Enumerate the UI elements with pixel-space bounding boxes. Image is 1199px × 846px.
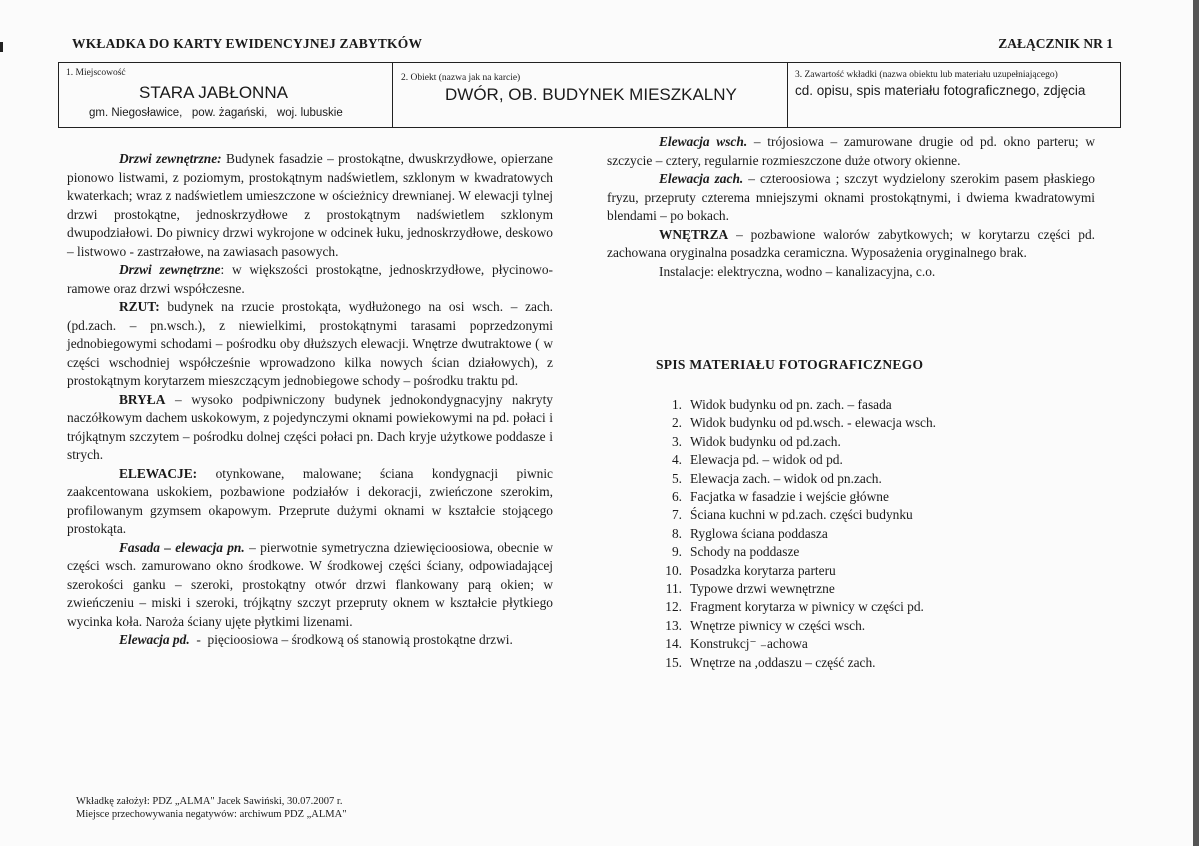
- photo-list-number: 7.: [671, 507, 682, 523]
- photo-list-number: 5.: [671, 470, 682, 486]
- form-title: WKŁADKA DO KARTY EWIDENCYJNEJ ZABYTKÓW: [72, 36, 423, 51]
- photo-list: [650, 396, 936, 672]
- photo-list-item: [650, 617, 936, 635]
- paragraph-massing: BRYŁA – wysoko podpiwniczony budynek jednokondygnacyjny nakryty naczółkowym dachem uskokowym, z pojedynczymi oknami powiekowymi na pd. połaci i trójkątnym szczytem – pośrodku dolnej części połaci pn. Dach kryje użytkowe poddasze i strych.: [67, 391, 553, 462]
- photo-list-text: Konstrukcj⁻ ₋achowa: [690, 636, 808, 652]
- field-content: [788, 63, 1120, 127]
- scan-mark: [0, 42, 3, 52]
- paragraph-plan: RZUT: budynek na rzucie prostokąta, wydłużonego na osi wsch. – zach. (pd.zach. – pn.wsch.), z niewielkimi, prostokątnymi tarasami poprzedzonymi jednobiegowymi schodami – pośrodku oby dłuższych elewacji. Wnętrze dwutraktowe ( w części wschodniej współcześnie wprowadzono kilka nowych ścian działowych), z prostokątnym korytarzem mieszczącym jednobiegowe schody – pośrodku traktu pd.: [67, 299, 553, 388]
- photo-list-item: [650, 580, 936, 598]
- field-locality: [59, 63, 393, 127]
- photo-list-number: 9.: [671, 544, 682, 560]
- photo-list-item: [650, 396, 936, 414]
- photo-list-item: [650, 635, 936, 653]
- footer-archive: Miejsce przechowywania negatywów: archiwum PDZ „ALMA": [76, 809, 347, 820]
- photo-list-item: [650, 562, 936, 580]
- paragraph-east-elevation: Elewacja wsch. – trójosiowa – zamurowane drugie od pd. okno parteru; w szczycie – cztery, regularnie rozmieszczone duże otwory okienne.: [607, 134, 1095, 168]
- field-object-label: 2. Obiekt (nazwa jak na karcie): [401, 73, 521, 83]
- photo-list-number: 12.: [665, 599, 682, 615]
- photo-list-text: Ryglowa ściana poddasza: [690, 525, 828, 541]
- photo-list-text: Typowe drzwi wewnętrzne: [690, 581, 835, 597]
- photo-list-item: [650, 598, 936, 616]
- photo-list-item: [650, 451, 936, 469]
- photo-list-text: Elewacja zach. – widok od pn.zach.: [690, 470, 882, 486]
- photo-list-text: Fragment korytarza w piwnicy w części pd.: [690, 599, 924, 615]
- field-content-value: cd. opisu, spis materiału fotograficznego, zdjęcia: [795, 83, 1086, 98]
- photo-list-title: SPIS MATERIAŁU FOTOGRAFICZNEGO: [656, 357, 924, 372]
- photo-list-item: [650, 543, 936, 561]
- photo-list-text: Ściana kuchni w pd.zach. części budynku: [690, 507, 913, 523]
- description-left-column: [67, 150, 553, 650]
- photo-list-text: Elewacja pd. – widok od pd.: [690, 452, 843, 468]
- photo-list-text: Widok budynku od pd.zach.: [690, 433, 841, 449]
- header-fields: [58, 62, 1121, 128]
- photo-list-number: 2.: [671, 415, 682, 431]
- photo-list-item: [650, 488, 936, 506]
- photo-list-number: 3.: [671, 433, 682, 449]
- field-locality-label: 1. Miejscowość: [66, 68, 126, 78]
- photo-list-item: [650, 525, 936, 543]
- photo-list-number: 10.: [665, 562, 682, 578]
- photo-list-text: Schody na poddasze: [690, 544, 800, 560]
- field-locality-sub: gm. Niegosławice, pow. żagański, woj. lubuskie: [89, 107, 343, 119]
- footer: [76, 795, 347, 821]
- footer-author: Wkładkę założył: PDZ „ALMA" Jacek Sawiński, 30.07.2007 r.: [76, 796, 343, 807]
- photo-list-number: 8.: [671, 525, 682, 541]
- photo-list-item: [650, 433, 936, 451]
- photo-list-number: 13.: [665, 617, 682, 633]
- attachment-number: ZAŁĄCZNIK NR 1: [998, 36, 1113, 51]
- photo-list-item: [650, 414, 936, 432]
- field-object: [393, 63, 788, 127]
- photo-list-text: Wnętrze na ,oddaszu – część zach.: [690, 654, 876, 670]
- field-locality-value: STARA JABŁONNA: [139, 83, 288, 102]
- photo-list-number: 15.: [665, 654, 682, 670]
- paragraph-interiors: WNĘTRZA – pozbawione walorów zabytkowych; w korytarzu części pd. zachowana oryginalna posadzka ceramiczna. Wyposażenia oryginalnego brak.: [607, 226, 1095, 260]
- field-object-value: DWÓR, OB. BUDYNEK MIESZKALNY: [445, 85, 737, 104]
- paragraph-west-elevation: Elewacja zach. – czteroosiowa ; szczyt wydzielony szerokim pasem płaskiego fryzu, przepruty czterema mniejszymi oknami prostokątnymi, i dwiema kwadratowymi blendami – po bokach.: [607, 171, 1095, 223]
- photo-list-text: Wnętrze piwnicy w części wsch.: [690, 617, 866, 633]
- paragraph-doors-ext: Drzwi zewnętrzne: Budynek fasadzie – prostokątne, dwuskrzydłowe, opierzane pionowo listwami, z poziomym, prostokątnym nadświetlem, szklonym w kwadratowych kwaterkach; wraz z nadświetlem umieszczone w ościeżnicy drewnianej. W elewacji tylnej drzwi prostokątne, jednoskrzydłowe z prostokątnym nadświetlem szklonym dwupodziałowi. Do piwnicy drzwi wykrojone w odcinek łuku, jednoskrzydłowe, deskowo – listwowo - zastrzałowe, na zawiasach pasowych.: [67, 151, 553, 259]
- photo-list-item: [650, 506, 936, 524]
- photo-list-number: 6.: [671, 489, 682, 505]
- paragraph-installations: Instalacje: elektryczna, wodno – kanalizacyjna, c.o.: [659, 263, 936, 279]
- photo-list-item: [650, 654, 936, 672]
- photo-list-number: 14.: [665, 636, 682, 652]
- photo-list-number: 4.: [671, 452, 682, 468]
- photo-list-text: Widok budynku od pn. zach. – fasada: [690, 397, 892, 412]
- paragraph-elevations: ELEWACJE: otynkowane, malowane; ściana kondygnacji piwnic zaakcentowana uskokiem, pozbawione podziałów i dekoracji, zwieńczone szerokim, profilowanym gzymsem okapowym. Przeprute dużymi oknami w kształcie stojącego prostokąta.: [67, 465, 553, 536]
- field-content-label: 3. Zawartość wkładki (nazwa obiektu lub materiału uzupełniającego): [795, 70, 1058, 80]
- photo-list-text: Widok budynku od pd.wsch. - elewacja wsch.: [690, 415, 937, 431]
- scan-edge: [1193, 0, 1199, 846]
- photo-list-number: 1.: [671, 397, 682, 412]
- description-right-column: [607, 133, 1095, 281]
- photo-list-number: 11.: [665, 581, 682, 597]
- paragraph-doors-ext-2: Drzwi zewnętrzne: w większości prostokątne, jednoskrzydłowe, płycinowo- ramowe oraz drzwi współczesne.: [67, 262, 553, 296]
- paragraph-facade: Fasada – elewacja pn. – pierwotnie symetryczna dziewięcioosiowa, obecnie w części wsch. zamurowano okno środkowe. W środkowej części ściany, odpowiadającej szerokości ganku – szeroki, prostokątny otwór drzwi flankowany parą okien; w zwieńczeniu – miski i szeroki, trójkątny szczyt przepruty oknem w kształcie płytkiego wycinka koła. Naroża ściany ujęte płytkimi lizenami.: [67, 539, 553, 629]
- paragraph-south-elevation: Elewacja pd. - pięcioosiowa – środkową oś stanowią prostokątne drzwi.: [119, 632, 513, 647]
- photo-list-item: [650, 470, 936, 488]
- photo-list-text: Facjatka w fasadzie i wejście główne: [690, 489, 889, 505]
- photo-list-text: Posadzka korytarza parteru: [690, 562, 836, 578]
